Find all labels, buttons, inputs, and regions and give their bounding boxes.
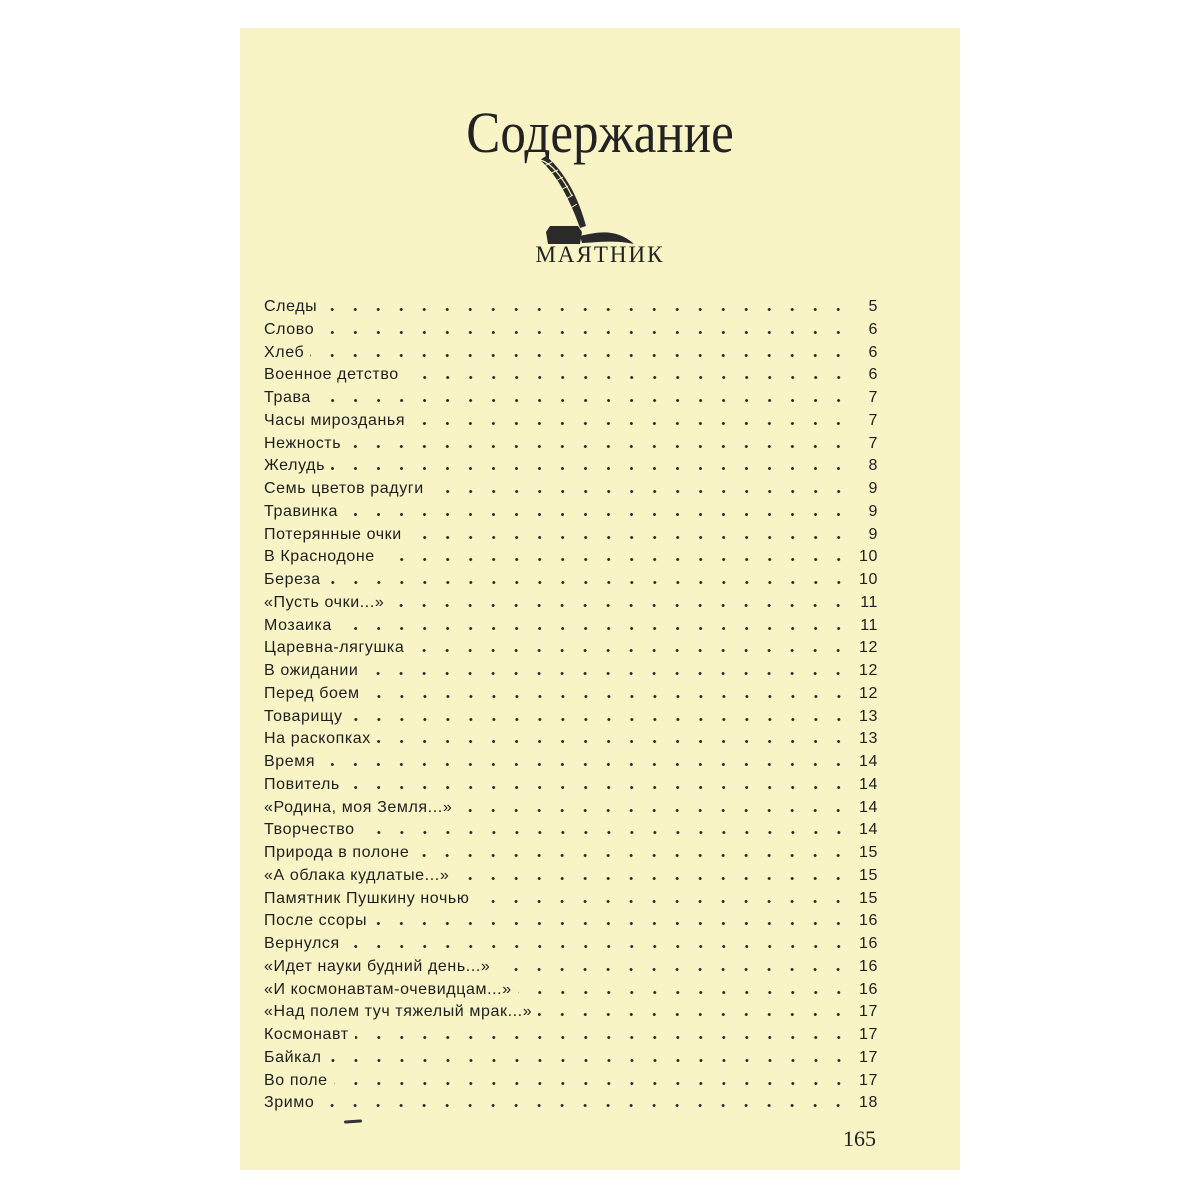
toc-entry	[264, 981, 878, 1004]
toc-entry-page: 16	[859, 912, 878, 930]
toc-entry-page: 15	[859, 866, 878, 884]
toc-entry	[264, 548, 878, 571]
toc-entry-page: 11	[860, 616, 878, 634]
toc-entry	[264, 821, 878, 844]
toc-entry-page: 7	[868, 434, 878, 452]
toc-entry-page: 12	[859, 684, 878, 702]
toc-entry	[264, 344, 878, 367]
dot-leader	[377, 740, 850, 743]
page-number: 165	[843, 1126, 876, 1151]
toc-entry	[264, 867, 878, 890]
toc-entry-page: 6	[868, 366, 878, 384]
toc-entry-title: Творчество	[264, 821, 355, 839]
dot-leader	[430, 490, 850, 493]
toc-entry-title: Потерянные очки	[264, 525, 402, 543]
toc-entry-title: Военное детство	[264, 366, 399, 384]
toc-entry-title: Нежность	[264, 434, 342, 452]
toc-entry	[264, 662, 878, 685]
toc-entry	[264, 571, 878, 594]
toc-entry-title: Царевна-лягушка	[264, 639, 405, 657]
toc-entry-title: Повитель	[264, 775, 340, 793]
dot-leader	[321, 763, 850, 766]
toc-entry-page: 17	[859, 1048, 878, 1066]
toc-entry	[264, 799, 878, 822]
dot-leader	[347, 445, 850, 448]
toc-entry	[264, 890, 878, 913]
toc-entry-title: Береза	[264, 571, 321, 588]
dot-leader	[346, 786, 850, 789]
toc-entry-page: 14	[859, 753, 878, 770]
toc-entry	[264, 639, 878, 662]
dot-leader	[334, 1082, 850, 1085]
toc-entry	[264, 844, 878, 867]
toc-entry-page: 7	[868, 411, 878, 429]
toc-entry	[264, 776, 878, 799]
toc-entry-title: «А облака кудлатые...»	[264, 866, 450, 884]
dot-leader	[310, 354, 850, 357]
dot-leader	[475, 900, 850, 903]
toc-entry	[264, 435, 878, 458]
toc-entry-page: 12	[859, 662, 878, 679]
toc-entry-page: 14	[859, 775, 878, 793]
toc-entry	[264, 457, 878, 480]
toc-entry-page: 9	[868, 480, 878, 497]
toc-entry	[264, 935, 878, 958]
dot-leader	[364, 672, 850, 675]
toc-entry-page: 13	[859, 730, 878, 748]
toc-entry-title: «И космонавтам-очевидцам...»	[264, 980, 512, 998]
dot-leader	[518, 991, 850, 994]
dot-leader	[381, 558, 850, 561]
dot-leader	[366, 695, 850, 698]
toc-entry-title: Перед боем	[264, 684, 360, 702]
dot-leader	[496, 968, 850, 971]
dot-leader	[323, 308, 850, 311]
dot-leader	[344, 513, 850, 516]
toc-entry-page: 15	[859, 844, 878, 861]
toc-entry-title: Семь цветов радуги	[264, 480, 424, 497]
dot-leader	[390, 604, 850, 607]
ornament-dash	[344, 1119, 362, 1123]
toc-entry-page: 14	[859, 798, 878, 816]
dot-leader	[415, 854, 850, 857]
toc-entry	[264, 594, 878, 617]
toc-entry-title: После ссоры	[264, 912, 368, 930]
dot-leader	[327, 581, 850, 584]
toc-entry-page: 7	[868, 389, 878, 406]
toc-entry	[264, 480, 878, 503]
toc-entry-title: Следы	[264, 298, 318, 315]
dot-leader	[320, 331, 850, 334]
toc-entry-page: 16	[859, 935, 878, 952]
toc-entry-page: 12	[859, 639, 878, 657]
dot-leader	[346, 945, 850, 948]
toc-entry-page: 10	[859, 548, 878, 566]
toc-entry	[264, 958, 878, 981]
book-page	[240, 28, 960, 1170]
dot-leader	[349, 718, 850, 721]
toc-entry-title: Трава	[264, 389, 311, 406]
dot-leader	[361, 831, 850, 834]
dot-leader	[405, 376, 850, 379]
toc-entry	[264, 298, 878, 321]
toc-entry	[264, 685, 878, 708]
toc-entry-page: 17	[859, 1071, 878, 1089]
quill-inkwell-icon	[516, 146, 638, 256]
toc-entry-page: 14	[859, 821, 878, 839]
toc-entry	[264, 912, 878, 935]
toc-entry-title: Часы мирозданья	[264, 411, 406, 429]
toc-entry-page: 6	[868, 343, 878, 361]
toc-entry	[264, 366, 878, 389]
toc-entry	[264, 412, 878, 435]
toc-entry	[264, 730, 878, 753]
toc-entry-page: 5	[868, 298, 878, 315]
toc-entry-title: Желудь	[264, 457, 326, 475]
toc-entry	[264, 708, 878, 731]
dot-leader	[338, 627, 850, 630]
toc-entry	[264, 1026, 878, 1049]
dot-leader	[317, 399, 850, 402]
dot-leader	[411, 422, 850, 425]
toc-entry-page: 16	[859, 957, 878, 975]
toc-entry-title: Зримо	[264, 1094, 315, 1112]
toc-entry-page: 13	[859, 707, 878, 725]
toc-entry-title: В Краснодоне	[264, 548, 375, 566]
toc-entry	[264, 1094, 878, 1117]
dot-leader	[538, 1013, 850, 1016]
toc-entry-title: «Идет науки будний день...»	[264, 957, 491, 975]
toc-entry-page: 17	[859, 1026, 878, 1043]
toc-entry	[264, 1003, 878, 1026]
toc-entry-title: «Над полем туч тяжелый мрак...»	[264, 1003, 533, 1021]
toc-entry-page: 11	[860, 593, 878, 611]
toc-entry-title: Вернулся	[264, 935, 340, 952]
toc-entry	[264, 1072, 878, 1095]
toc-entry	[264, 321, 878, 344]
dot-leader	[408, 536, 850, 539]
table-of-contents	[264, 298, 878, 1117]
toc-entry-title: Во поле	[264, 1071, 328, 1089]
toc-entry-page: 9	[868, 525, 878, 543]
toc-entry-title: Слово	[264, 320, 315, 338]
toc-entry-page: 6	[868, 320, 878, 338]
dot-leader	[328, 1059, 850, 1062]
toc-entry-title: «Родина, моя Земля...»	[264, 798, 453, 816]
toc-entry	[264, 753, 878, 776]
toc-entry	[264, 526, 878, 549]
toc-entry-page: 8	[868, 457, 878, 475]
section-title: МАЯТНИК	[535, 242, 665, 267]
dot-leader	[455, 877, 850, 880]
toc-entry-title: В ожидании	[264, 662, 359, 679]
toc-entry	[264, 503, 878, 526]
dot-leader	[373, 922, 850, 925]
page-title: Содержание	[466, 100, 734, 165]
toc-entry-title: Природа в полоне	[264, 844, 410, 861]
toc-entry-title: Космонавт	[264, 1026, 349, 1043]
toc-entry	[264, 1049, 878, 1072]
toc-entry-title: Хлеб	[264, 343, 305, 361]
toc-entry-title: На раскопках	[264, 730, 371, 748]
toc-entry-page: 17	[859, 1003, 878, 1021]
toc-entry-page: 9	[868, 502, 878, 520]
dot-leader	[410, 649, 850, 652]
toc-entry-title: Товарищу	[264, 707, 343, 725]
toc-entry-title: Травинка	[264, 502, 338, 520]
dot-leader	[355, 1036, 850, 1039]
toc-entry-page: 10	[859, 571, 878, 588]
toc-entry-page: 15	[859, 889, 878, 907]
toc-entry	[264, 389, 878, 412]
toc-entry-page: 16	[859, 980, 878, 998]
toc-entry-title: «Пусть очки...»	[264, 593, 385, 611]
toc-entry	[264, 617, 878, 640]
toc-entry-title: Памятник Пушкину ночью	[264, 889, 470, 907]
toc-entry-title: Время	[264, 753, 316, 770]
toc-entry-page: 18	[859, 1094, 878, 1112]
dot-leader	[320, 1104, 850, 1107]
toc-entry-title: Байкал	[264, 1048, 322, 1066]
toc-entry-title: Мозаика	[264, 616, 332, 634]
dot-leader	[458, 809, 850, 812]
dot-leader	[331, 467, 850, 470]
